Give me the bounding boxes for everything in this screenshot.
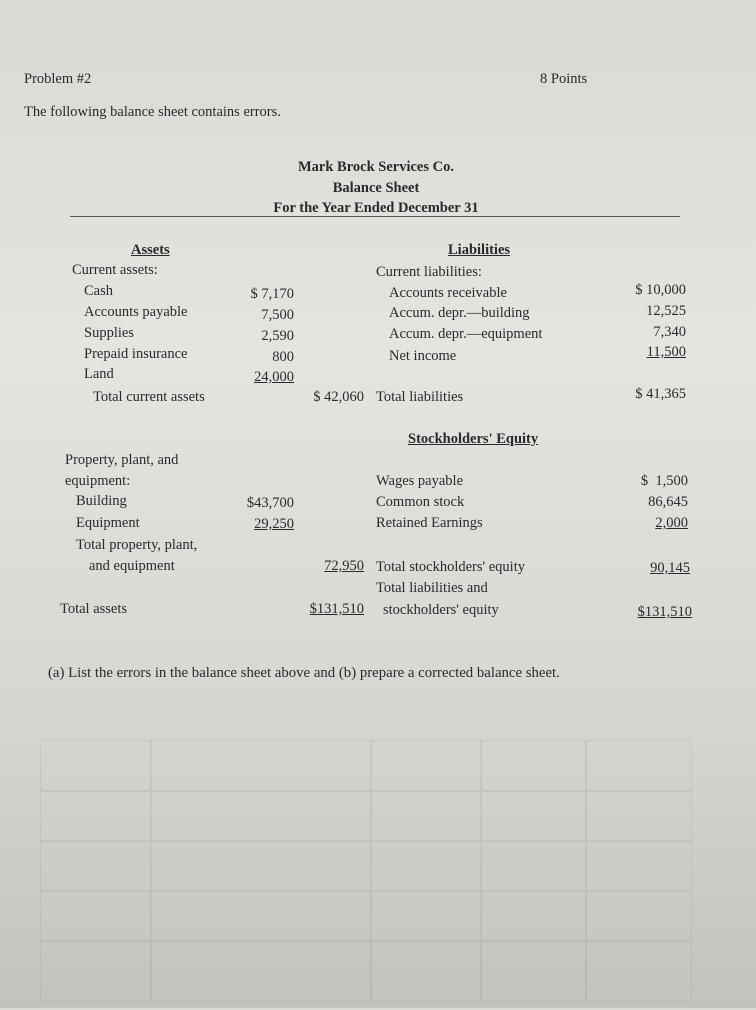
net-income-label: Net income bbox=[389, 348, 457, 364]
header-rule bbox=[70, 216, 680, 217]
ppe-label-line2: equipment: bbox=[65, 473, 131, 489]
total-le-value: $131,510 bbox=[637, 604, 692, 620]
accum-depr-equipment-value: 7,340 bbox=[653, 324, 686, 340]
wages-payable-value: $ 1,500 bbox=[640, 473, 688, 489]
accum-depr-equipment-label: Accum. depr.—equipment bbox=[389, 326, 543, 342]
accounts-payable-value: 7,500 bbox=[261, 307, 294, 323]
total-current-assets-value: $ 42,060 bbox=[313, 389, 364, 405]
equipment-label: Equipment bbox=[76, 515, 140, 531]
accounts-receivable-label: Accounts receivable bbox=[389, 285, 507, 301]
points-label: 8 Points bbox=[540, 71, 588, 87]
total-ppe-label-line2: and equipment bbox=[89, 558, 175, 574]
liabilities-heading: Liabilities bbox=[448, 242, 511, 258]
building-value: $43,700 bbox=[246, 495, 294, 511]
total-current-assets-label: Total current assets bbox=[93, 389, 205, 405]
accounts-payable-label: Accounts payable bbox=[84, 304, 188, 320]
prepaid-insurance-value: 800 bbox=[272, 349, 294, 365]
total-assets-label: Total assets bbox=[60, 601, 128, 617]
total-assets-value: $131,510 bbox=[309, 601, 364, 617]
statement-title: Balance Sheet bbox=[332, 180, 420, 196]
question-text: (a) List the errors in the balance sheet above and (b) prepare a corrected balance sheet. bbox=[48, 665, 560, 681]
accum-depr-building-value: 12,525 bbox=[646, 303, 686, 319]
retained-earnings-value: 2,000 bbox=[655, 515, 688, 531]
company-name: Mark Brock Services Co. bbox=[298, 159, 454, 175]
current-liabilities-label: Current liabilities: bbox=[376, 264, 482, 280]
total-ppe-label-line1: Total property, plant, bbox=[76, 537, 198, 553]
assets-heading: Assets bbox=[131, 242, 170, 258]
bleed-through-grid bbox=[40, 730, 730, 1010]
cash-label: Cash bbox=[84, 283, 113, 299]
cash-value: $ 7,170 bbox=[250, 286, 294, 302]
wages-payable-label: Wages payable bbox=[376, 473, 463, 489]
total-equity-label: Total stockholders' equity bbox=[376, 559, 525, 575]
equipment-value: 29,250 bbox=[254, 516, 294, 532]
building-label: Building bbox=[76, 493, 127, 509]
accounts-receivable-value: $ 10,000 bbox=[635, 282, 686, 298]
ppe-label-line1: Property, plant, and bbox=[65, 452, 179, 468]
total-le-label-line1: Total liabilities and bbox=[376, 580, 488, 596]
prepaid-insurance-label: Prepaid insurance bbox=[84, 346, 188, 362]
retained-earnings-label: Retained Earnings bbox=[376, 515, 483, 531]
total-equity-value: 90,145 bbox=[650, 560, 690, 576]
current-assets-label: Current assets: bbox=[72, 262, 158, 278]
supplies-label: Supplies bbox=[84, 325, 134, 341]
total-ppe-value: 72,950 bbox=[324, 558, 364, 574]
total-liabilities-label: Total liabilities bbox=[376, 389, 464, 405]
intro-text: The following balance sheet contains errors. bbox=[24, 104, 281, 120]
equity-heading: Stockholders' Equity bbox=[408, 431, 539, 447]
supplies-value: 2,590 bbox=[261, 328, 294, 344]
land-label: Land bbox=[84, 366, 114, 382]
common-stock-label: Common stock bbox=[376, 494, 465, 510]
net-income-value: 11,500 bbox=[646, 344, 686, 360]
land-value: 24,000 bbox=[254, 369, 294, 385]
accum-depr-building-label: Accum. depr.—building bbox=[389, 305, 530, 321]
statement-period: For the Year Ended December 31 bbox=[273, 200, 479, 216]
total-liabilities-value: $ 41,365 bbox=[635, 386, 686, 402]
problem-number: Problem #2 bbox=[24, 71, 92, 87]
common-stock-value: 86,645 bbox=[648, 494, 688, 510]
total-le-label-line2: stockholders' equity bbox=[383, 602, 499, 618]
